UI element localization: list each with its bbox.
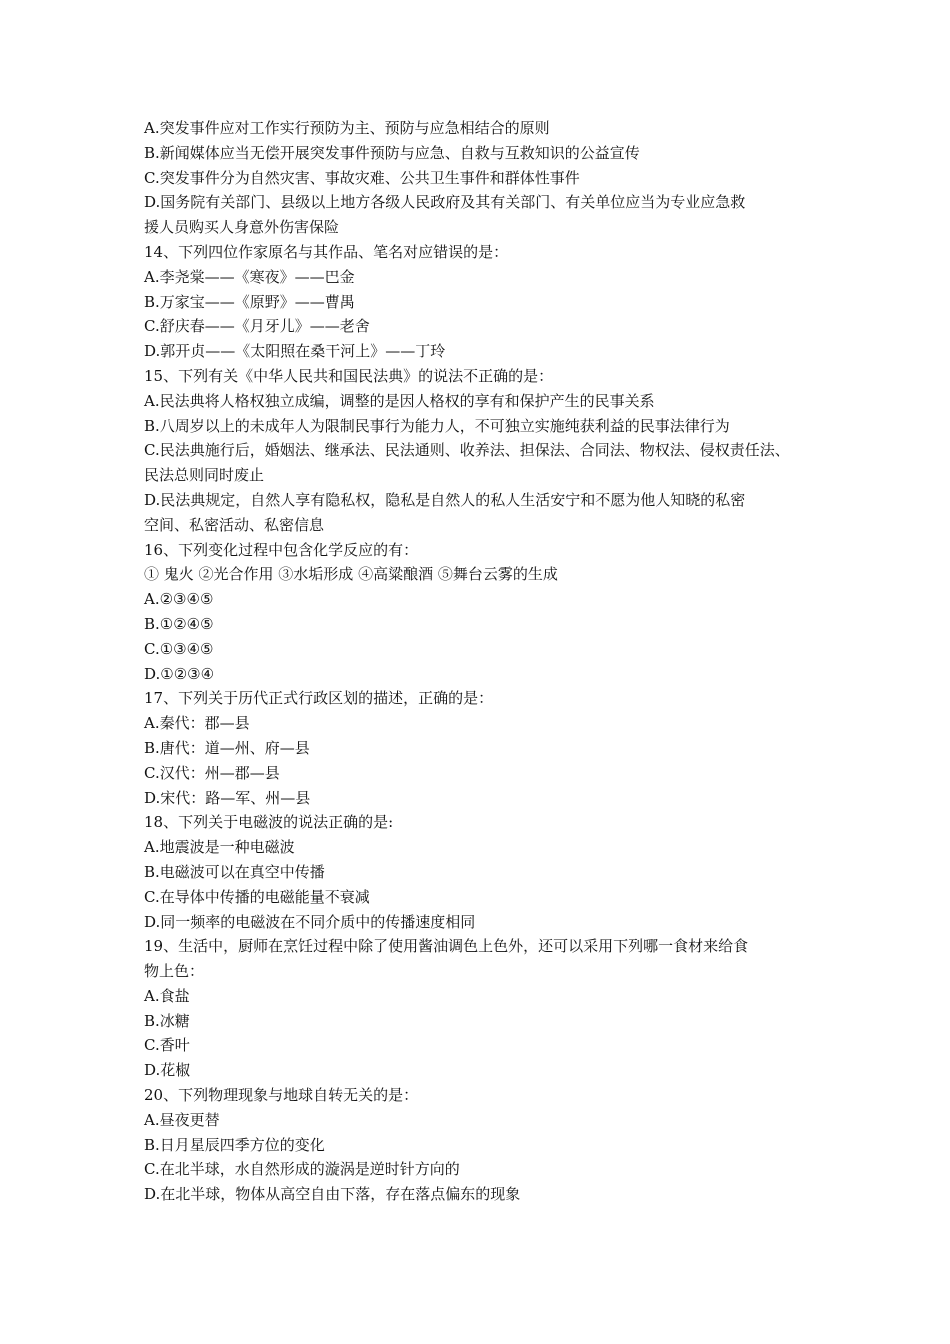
q16-option-d: D.①②③④	[144, 664, 215, 683]
q15-option-c-cont: 民法总则同时废止	[144, 466, 265, 485]
q20-option-b: B.日月星辰四季方位的变化	[144, 1135, 325, 1154]
q19-option-c: C.香叶	[144, 1036, 190, 1055]
q15-option-d: D.民法典规定，自然人享有隐私权，隐私是自然人的私人生活安宁和不愿为他人知晓的私密	[144, 490, 746, 509]
q19-option-d: D.花椒	[144, 1061, 191, 1080]
q15-option-d-cont: 空间、私密活动、私密信息	[144, 515, 325, 534]
q17-option-c: C.汉代：州—郡—县	[144, 763, 280, 782]
q20-option-d: D.在北半球，物体从高空自由下落，存在落点偏东的现象	[144, 1185, 521, 1204]
q19-option-b: B.冰糖	[144, 1011, 190, 1030]
q18-option-d: D.同一频率的电磁波在不同介质中的传播速度相同	[144, 912, 476, 931]
q17-option-d: D.宋代：路—军、州—县	[144, 788, 311, 807]
q15-stem: 15、下列有关《中华人民共和国民法典》的说法不正确的是：	[144, 366, 554, 385]
q13-option-b: B.新闻媒体应当无偿开展突发事件预防与应急、自救与互救知识的公益宣传	[144, 143, 640, 162]
q15-option-a: A.民法典将人格权独立成编，调整的是因人格权的享有和保护产生的民事关系	[144, 391, 655, 410]
q14-option-b: B.万家宝——《原野》——曹禺	[144, 292, 355, 311]
q19-stem-cont: 物上色：	[144, 962, 205, 981]
q16-stem: 16、下列变化过程中包含化学反应的有：	[144, 540, 419, 559]
q18-option-c: C.在导体中传播的电磁能量不衰减	[144, 887, 370, 906]
q16-option-c: C.①③④⑤	[144, 639, 214, 658]
q14-option-d: D.郭开贞——《太阳照在桑干河上》——丁玲	[144, 342, 446, 361]
q18-option-a: A.地震波是一种电磁波	[144, 838, 295, 857]
q14-option-a: A.李尧棠——《寒夜》——巴金	[144, 267, 355, 286]
q14-stem: 14、下列四位作家原名与其作品、笔名对应错误的是：	[144, 242, 509, 261]
q17-option-b: B.唐代：道—州、府—县	[144, 738, 310, 757]
q16-option-a: A.②③④⑤	[144, 590, 214, 609]
q20-option-c: C.在北半球，水自然形成的漩涡是逆时针方向的	[144, 1160, 460, 1179]
q16-items: ① 鬼火 ②光合作用 ③水垢形成 ④高粱酿酒 ⑤舞台云雾的生成	[144, 565, 558, 584]
q13-option-c: C.突发事件分为自然灾害、事故灾难、公共卫生事件和群体性事件	[144, 168, 580, 187]
q17-stem: 17、下列关于历代正式行政区划的描述，正确的是：	[144, 689, 494, 708]
q13-option-d: D.国务院有关部门、县级以上地方各级人民政府及其有关部门、有关单位应当为专业应急救	[144, 193, 746, 212]
q19-option-a: A.食盐	[144, 986, 190, 1005]
q18-stem: 18、下列关于电磁波的说法正确的是:	[144, 813, 394, 832]
q20-option-a: A.昼夜更替	[144, 1110, 220, 1129]
document-page	[144, 116, 814, 1207]
q18-option-b: B.电磁波可以在真空中传播	[144, 862, 325, 881]
q13-option-a: A.突发事件应对工作实行预防为主、预防与应急相结合的原则	[144, 119, 550, 137]
q15-option-c: C.民法典施行后，婚姻法、继承法、民法通则、收养法、担保法、合同法、物权法、侵权责任法、	[144, 441, 790, 460]
q19-stem: 19、生活中，厨师在烹饪过程中除了使用酱油调色上色外，还可以采用下列哪一食材来给食	[144, 937, 749, 956]
q17-option-a: A.秦代：郡—县	[144, 714, 250, 733]
q15-option-b: B.八周岁以上的未成年人为限制民事行为能力人，不可独立实施纯获利益的民事法律行为	[144, 416, 730, 435]
q13-option-d-cont: 援人员购买人身意外伤害保险	[144, 218, 340, 237]
q20-stem: 20、下列物理现象与地球自转无关的是：	[144, 1086, 419, 1105]
q16-option-b: B.①②④⑤	[144, 614, 214, 633]
q14-option-c: C.舒庆春——《月牙儿》——老舍	[144, 317, 370, 336]
